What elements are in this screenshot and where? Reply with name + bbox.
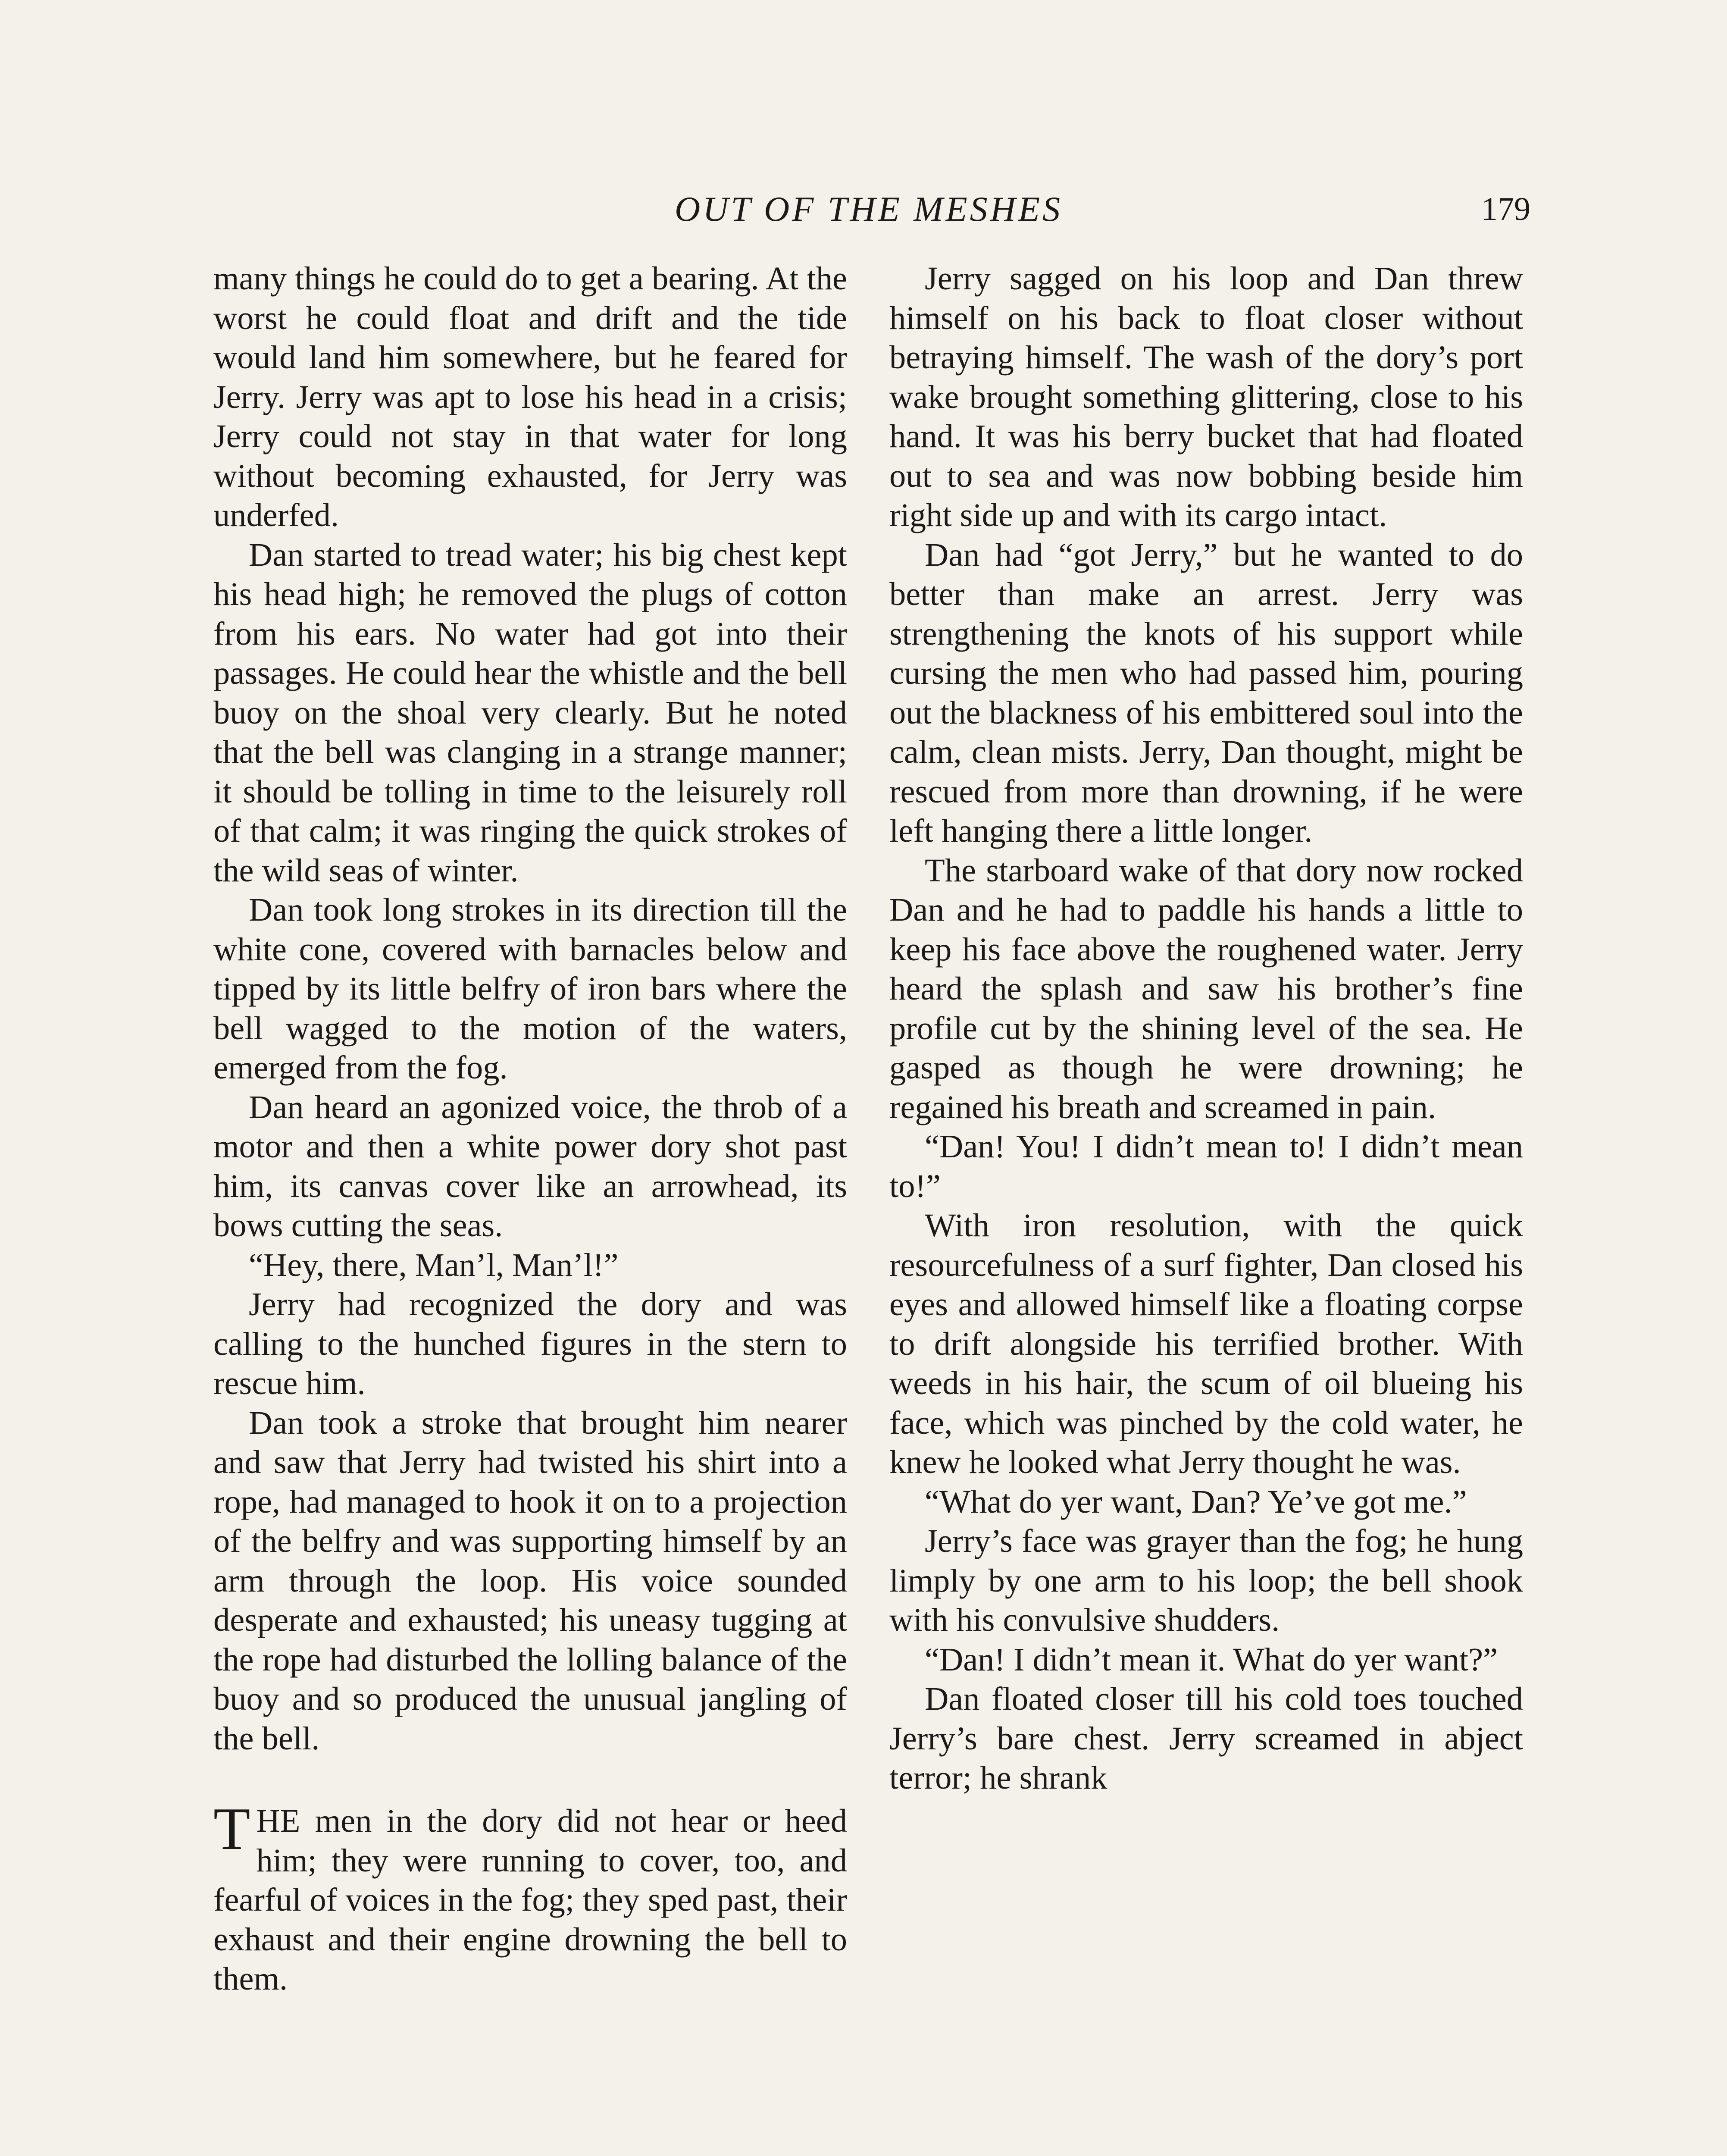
paragraph: Dan started to tread water; his big chest kept his head high; he removed the plugs of cotton from his ears. No water had got into their passages. He could hear the whistle and the bell buoy on the shoal very clearly. But he noted that the bell was clanging in a strange manner; it should be tolling in time to the leisurely roll of that calm; it was ringing the quick strokes of the wild seas of winter. [213,536,847,889]
paragraph: Dan had “got Jerry,” but he wanted to do better than make an arrest. Jerry was strengthening the knots of his support while cursing the men who had passed him, pouring out the blackness of his embittered soul into the calm, clean mists. Jerry, Dan thought, might be rescued from more than drowning, if he were left hanging there a little longer. [889,536,1523,849]
paragraph: “What do yer want, Dan? Ye’ve got me.” [925,1483,1467,1520]
paragraph: Dan heard an agonized voice, the throb of a motor and then a white power dory shot past him, its canvas cover like an arrowhead, its bows cutting the seas. [213,1088,847,1244]
paragraph: Dan floated closer till his cold toes touched Jerry’s bare chest. Jerry screamed in abject terror; he shrank [889,1680,1523,1796]
paragraph: Dan took a stroke that brought him nearer and saw that Jerry had twisted his shirt into a rope, had managed to hook it on to a projection of the belfry and was supporting himself by an arm through the loop. His voice sounded desperate and exhausted; his uneasy tugging at the rope had disturbed the lolling balance of the buoy and so produced the unusual jangling of the bell. [213,1404,847,1757]
page-header [207,181,1530,237]
left-column [213,259,847,1999]
paragraph-text: HE men in the dory did not hear or heed him; they were running to cover, too, and fearful of voices in the fog; they sped past, their exhaust and their engine drowning the bell to them. [213,1802,847,1997]
paragraph: many things he could do to get a bearing. At the worst he could float and drift and the tide would land him somewhere, but he feared for Jerry. Jerry was apt to lose his head in a crisis; Jerry could not stay in that water for long without becoming exhausted, for Jerry was underfed. [213,260,847,533]
drop-cap: T [213,1796,250,1862]
paragraph: With iron resolution, with the quick resourcefulness of a surf fighter, Dan closed his eyes and allowed himself like a floating corpse to drift alongside his terrified brother. With weeds in his hair, the scum of oil blueing his face, which was pinched by the cold water, he knew he looked what Jerry thought he was. [889,1207,1523,1480]
paragraph: Dan took long strokes in its direction till the white cone, covered with barnacles below and tipped by its little belfry of iron bars where the bell wagged to the motion of the waters, emerged from the fog. [213,891,847,1086]
paragraph: “Hey, there, Man’l, Man’l!” [249,1246,619,1283]
paragraph: “Dan! I didn’t mean it. What do yer want?” [925,1641,1498,1678]
paragraph: “Dan! You! I didn’t mean to! I didn’t mean to!” [889,1128,1523,1204]
section-start-paragraph [213,1796,847,1999]
page-number: 179 [1481,191,1530,227]
paragraph: Jerry’s face was grayer than the fog; he hung limply by one arm to his loop; the bell shook with his convulsive shudders. [889,1523,1523,1638]
running-title: OUT OF THE MESHES [675,189,1063,229]
paragraph: Jerry had recognized the dory and was calling to the hunched figures in the stern to rescue him. [213,1286,847,1401]
right-column [889,259,1523,1798]
paragraph: Jerry sagged on his loop and Dan threw himself on his back to float closer without betraying himself. The wash of the dory’s port wake brought something glittering, close to his hand. It was his berry bucket that had floated out to sea and was now bobbing beside him right side up and with its cargo intact. [889,260,1523,533]
paragraph: The starboard wake of that dory now rocked Dan and he had to paddle his hands a little to keep his face above the roughened water. Jerry heard the splash and saw his brother’s fine profile cut by the shining level of the sea. He gasped as though he were drowning; he regained his breath and screamed in pain. [889,852,1523,1125]
